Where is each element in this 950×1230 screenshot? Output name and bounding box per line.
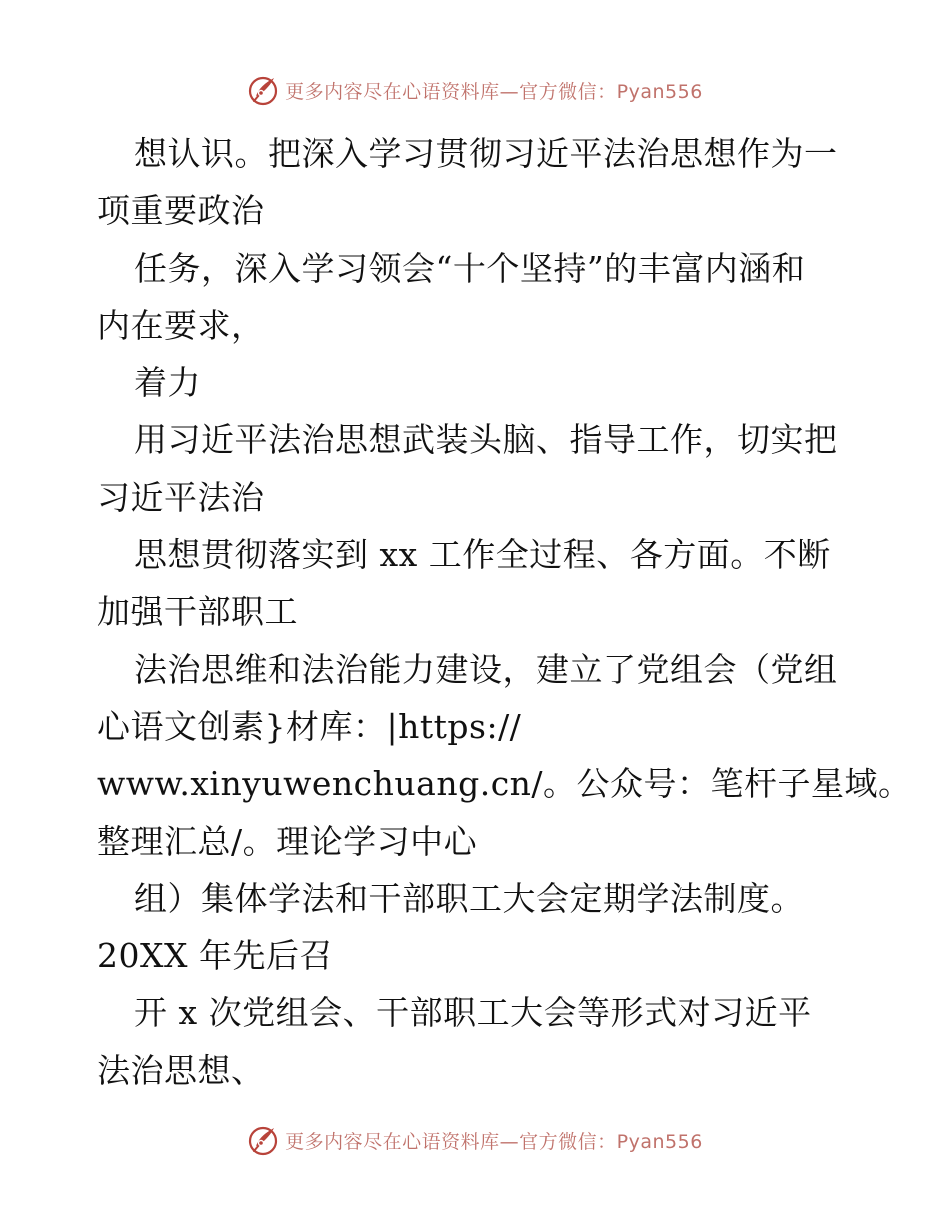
text-line: 组）集体学法和干部职工大会定期学法制度。 xyxy=(134,878,804,918)
text-line: 整理汇总/。理论学习中心 xyxy=(97,821,478,861)
text-line: 加强干部职工 xyxy=(97,592,298,632)
text-line: 用习近平法治思想武装头脑、指导工作，切实把 xyxy=(134,420,838,460)
document-body xyxy=(97,125,912,1099)
text-line: 内在要求， xyxy=(97,305,265,345)
feather-logo-icon xyxy=(247,74,279,106)
text-line: www.xinyuwenchuang.cn/。公众号：笔杆子星域。 xyxy=(97,764,912,804)
text-line: 心语文创素}材库：|https:// xyxy=(97,706,522,746)
text-line: 想认识。把深入学习贯彻习近平法治思想作为一 xyxy=(134,134,838,173)
text-line: 着力 xyxy=(134,363,201,403)
text-line: 任务，深入学习领会“十个坚持”的丰富内涵和 xyxy=(134,248,806,288)
text-line: 思想贯彻落实到 xx 工作全过程、各方面。不断 xyxy=(134,535,831,575)
footer-banner xyxy=(0,1120,950,1160)
text-line: 项重要政治 xyxy=(97,191,265,231)
footer-banner-text: 更多内容尽在心语资料库—官方微信：Pyan556 xyxy=(285,1130,703,1153)
header-banner xyxy=(0,70,950,110)
feather-logo-icon xyxy=(247,1124,279,1156)
text-line: 法治思维和法治能力建设，建立了党组会（党组 xyxy=(134,649,838,689)
text-line: 习近平法治 xyxy=(97,477,265,517)
text-line: 20XX 年先后召 xyxy=(97,936,333,976)
text-line: 开 x 次党组会、干部职工大会等形式对习近平 xyxy=(134,993,812,1033)
text-line: 法治思想、 xyxy=(97,1050,265,1090)
header-banner-text: 更多内容尽在心语资料库—官方微信：Pyan556 xyxy=(285,80,703,103)
